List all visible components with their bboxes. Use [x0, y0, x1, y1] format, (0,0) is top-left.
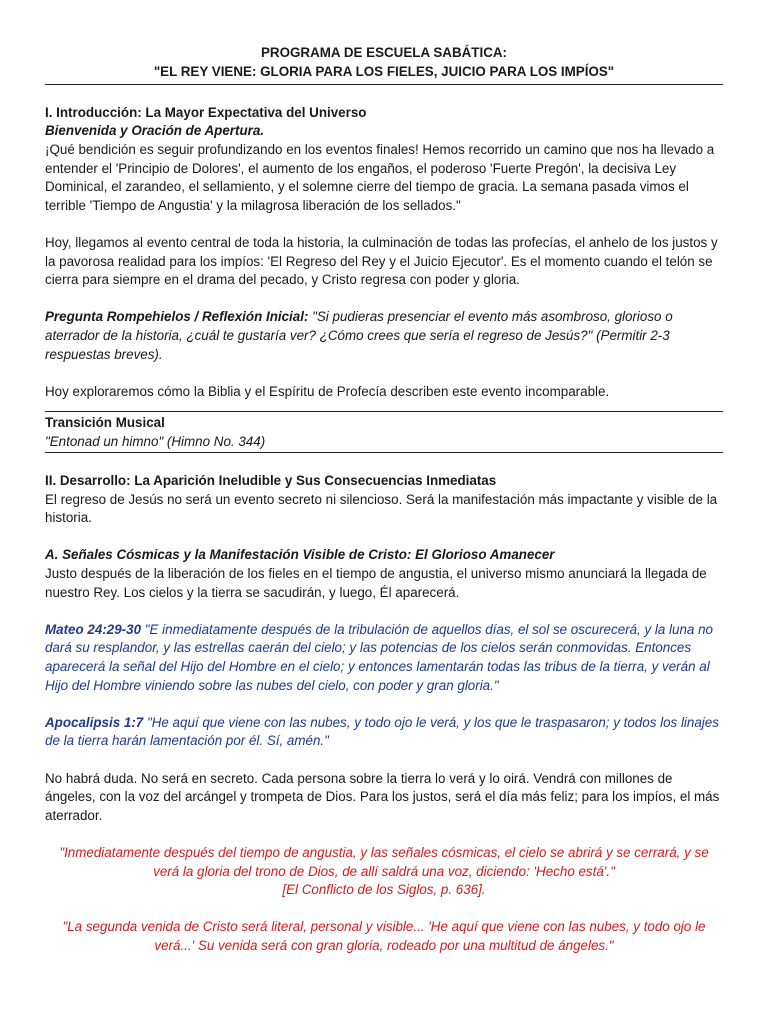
intro-paragraph-1: ¡Qué bendición es seguir profundizando en los eventos finales! Hemos recorrido un camino que nos ha llevado a entender el 'Principio de Dolores', el aumento de los engaños, el poderoso 'Fuerte Pregón', la decisiva Ley Dominical, el zarandeo, el sellamiento, y el solemne cierre del tiempo de gracia. La semana pasada vimos el terrible 'Tiempo de Angustia' y la milagrosa liberación de los sellados."	[45, 141, 715, 213]
development-paragraph-1: El regreso de Jesús no será un evento secreto ni silencioso. Será la manifestación más impactante y visible de la historia.	[45, 491, 718, 526]
verse-revelation	[45, 714, 723, 751]
intro-paragraph-2: Hoy, llegamos al evento central de toda la historia, la culminación de todas las profecías, el anhelo de los justos y la pavorosa realidad para los impíos: 'El Regreso del Rey y el Juicio Ejecutor'. Es el momento cuando el telón se cierra para siempre en el drama del pecado, y Cristo regresa con poder y gloria.	[45, 234, 718, 288]
section-a-paragraph: Justo después de la liberación de los fieles en el tiempo de angustia, el universo mismo anunciará la llegada de nuestro Rey. Los cielos y la tierra se sacudirán, y luego, Él aparecerá.	[45, 566, 707, 600]
icebreaker-paragraph	[45, 308, 723, 364]
document-title-line1: PROGRAMA DE ESCUELA SABÁTICA:	[261, 45, 507, 60]
icebreaker-label: Pregunta Rompehielos / Reflexión Inicial:	[45, 309, 309, 325]
development-heading: II. Desarrollo: La Aparición Ineludible y Sus Consecuencias Inmediatas	[45, 473, 497, 489]
intro-subheading: Bienvenida y Oración de Apertura.	[45, 123, 265, 139]
document-page	[45, 44, 723, 956]
music-transition	[45, 412, 723, 452]
verse-revelation-reference: Apocalipsis 1:7	[45, 714, 144, 730]
transition-heading: Transición Musical	[45, 415, 165, 431]
transition-hymn: "Entonad un himno" (Himno No. 344)	[45, 433, 266, 449]
intro-heading: I. Introducción: La Mayor Expectativa del Universo	[45, 104, 367, 120]
verse-matthew-text: "E inmediatamente después de la tribulación de aquellos días, el sol se oscurecerá, y la luna no dará su resplandor, y las estrellas caerán del cielo; y las potencias de los cielos serán conmovidas. Entonces aparecerá la señal del Hijo del Hombre en el cielo; y entonces lamentarán todas las tribus de la tierra, y verán al Hijo del Hombre viniendo sobre las nubes del cielo, con poder y gran gloria."	[45, 621, 713, 693]
verse-matthew	[45, 621, 723, 695]
development-paragraph-2: No habrá duda. No será en secreto. Cada persona sobre la tierra lo verá y lo oirá. Vendrá con millones de ángeles, con la voz del arcángel y trompeta de Dios. Para los justos, será el día más feliz; para los impíos, el más aterrador.	[45, 770, 720, 823]
intro-paragraph-3: Hoy exploraremos cómo la Biblia y el Espíritu de Profecía describen este evento incomparable.	[45, 383, 610, 399]
document-title-line2: "EL REY VIENE: GLORIA PARA LOS FIELES, JUICIO PARA LOS IMPÍOS"	[153, 63, 615, 79]
verse-revelation-text: "He aquí que viene con las nubes, y todo ojo le verá, y los que le traspasaron; y todos los linajes de la tierra harán lamentación por él. Sí, amén."	[45, 714, 719, 749]
quote-2-text: "La segunda venida de Cristo será literal, personal y visible... 'He aquí que viene con las nubes, y todo ojo le verá...' Su venida será con gran gloria, rodeado por una multitud de ángeles."	[62, 919, 706, 953]
section-a-heading: A. Señales Cósmicas y la Manifestación Visible de Cristo: El Glorioso Amanecer	[45, 547, 555, 563]
verse-matthew-reference: Mateo 24:29-30	[45, 621, 142, 637]
quote-1-source: [El Conflicto de los Siglos, p. 636].	[282, 882, 486, 898]
icebreaker-text: "Si pudieras presenciar el evento más asombroso, glorioso o aterrador de la historia, ¿cuál te gustaría ver? ¿Cómo crees que sería el regreso de Jesús?" (Permitir 2-3 respuestas breves).	[45, 309, 673, 362]
quote-1-text: "Inmediatamente después del tiempo de angustia, y las señales cósmicas, el cielo se abrirá y se cerrará, y se verá la gloria del trono de Dios, de allí saldrá una voz, diciendo: 'Hecho está'."	[59, 844, 709, 879]
